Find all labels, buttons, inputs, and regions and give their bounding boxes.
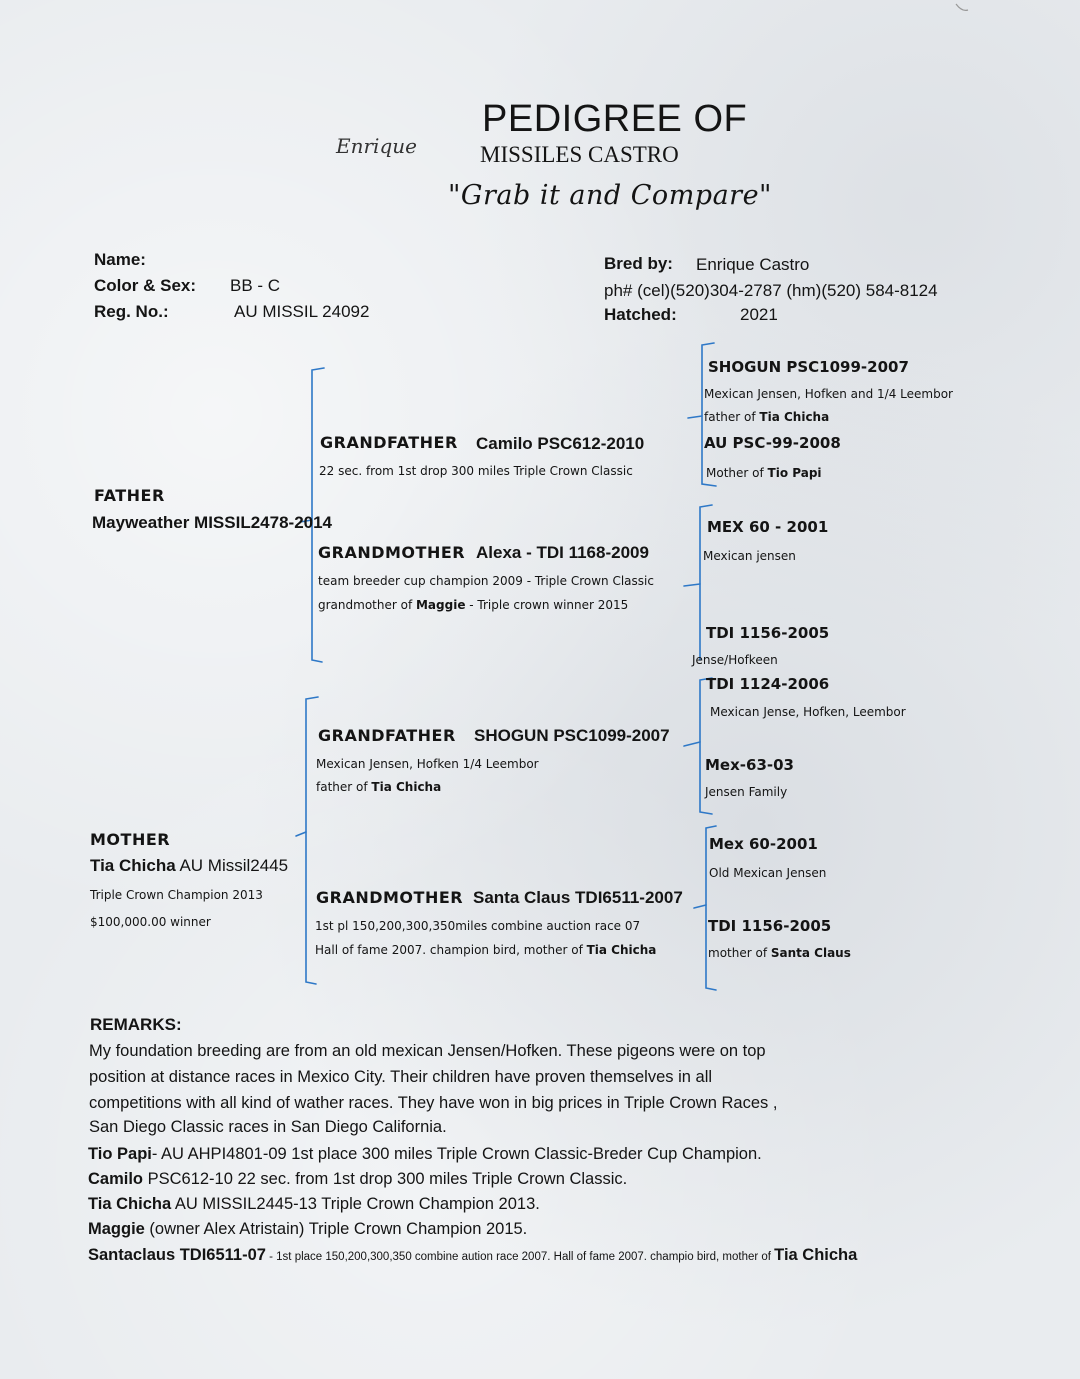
reg-label: Reg. No.: [94,302,169,321]
ggp-6-note: Jensen Family [705,785,788,799]
ggp-7-note: Old Mexican Jensen [709,866,827,880]
remark-tio-papi: Tio Papi- AU AHPI4801-09 1st place 300 miles Triple Crown Classic-Breder Cup Champion. [88,1145,762,1163]
color-sex-value: BB - C [230,276,281,295]
bred-by-label: Bred by: [604,254,673,273]
ggp-1-note-1: Mexican Jensen, Hofken and 1/4 Leembor [704,387,953,401]
hatched-value: 2021 [740,305,778,324]
ggp-3-note: Mexican jensen [703,549,796,563]
maternal-grandfather-note-2: father of Tia Chicha [316,780,442,794]
paternal-grandfather-role: GRANDFATHER [320,433,458,452]
paternal-grandfather-note: 22 sec. from 1st drop 300 miles Triple Crown Classic [319,464,633,478]
maternal-grandfather-note-1: Mexican Jensen, Hofken 1/4 Leembor [316,757,539,771]
maternal-grandfather-name: SHOGUN PSC1099-2007 [474,726,670,745]
remarks-line-3: competitions with all kind of wather races. They have won in big prices in Triple Crown Races , [89,1094,778,1112]
ggp-8-name: TDI 1156-2005 [708,917,832,935]
paternal-grandmother-note-1: team breeder cup champion 2009 - Triple Crown Classic [318,574,654,588]
mother-note-1: Triple Crown Champion 2013 [90,888,263,902]
remarks-line-4: San Diego Classic races in San Diego California. [89,1118,447,1136]
ggp-6-name: Mex-63-03 [705,756,794,774]
ggp-2-name: AU PSC-99-2008 [704,434,841,452]
mother-note-2: $100,000.00 winner [90,915,211,929]
ggp-5-note: Mexican Jense, Hofken, Leembor [710,705,906,719]
breeder-phone: ph# (cel)(520)304-2787 (hm)(520) 584-8124 [604,281,938,300]
name-label: Name: [94,250,146,269]
ggp-4-note: Jense/Hofkeen [692,653,778,667]
mother-name: Tia Chicha [90,856,176,875]
ggp-3-name: MEX 60 - 2001 [707,518,829,536]
maternal-grandmother-name: Santa Claus TDI6511-2007 [473,888,683,907]
bred-by-value: Enrique Castro [696,255,810,274]
ggp-2-note: Mother of Tio Papi [706,466,822,480]
ggp-8-note: mother of Santa Claus [708,946,851,960]
remarks-line-1: My foundation breeding are from an old mexican Jensen/Hofken. These pigeons were on top [89,1042,766,1060]
remark-camilo: Camilo PSC612-10 22 sec. from 1st drop 300 miles Triple Crown Classic. [88,1170,628,1188]
mother-band: AU Missil2445 [175,856,289,875]
ggp-4-name: TDI 1156-2005 [706,624,830,642]
ggp-1-note-2: father of Tia Chicha [704,410,830,424]
maternal-grandfather-role: GRANDFATHER [318,726,456,745]
paternal-grandmother-role: GRANDMOTHER [318,543,466,562]
remark-santaclaus: Santaclaus TDI6511-07 - 1st place 150,200,300,350 combine aution race 2007. Hall of fame 2007. champio bird, mother of Tia Chicha [88,1246,858,1264]
maternal-grandmother-role: GRANDMOTHER [316,888,464,907]
color-sex-label: Color & Sex: [94,276,197,295]
remark-tia-chicha: Tia Chicha AU MISSIL2445-13 Triple Crown Champion 2013. [88,1195,540,1213]
remarks-line-2: position at distance races in Mexico City. Their children have proven themselves in all [89,1068,713,1086]
father-name: Mayweather MISSIL2478-2014 [92,513,333,532]
paternal-grandfather-name: Camilo PSC612-2010 [476,434,645,453]
paternal-grandmother-name: Alexa - TDI 1168-2009 [476,543,649,562]
hatched-label: Hatched: [604,305,677,324]
ggp-7-name: Mex 60-2001 [709,835,818,853]
mother-name-line [90,856,288,876]
handwritten-first-name: Enrique [336,134,417,158]
slogan: "Grab it and Compare" [448,180,772,211]
maternal-grandmother-note-1: 1st pl 150,200,300,350miles combine auction race 07 [315,919,641,933]
remark-maggie: Maggie (owner Alex Atristain) Triple Crown Champion 2015. [88,1220,528,1238]
paternal-grandmother-note-2: grandmother of Maggie - Triple crown winner 2015 [318,598,629,612]
mother-role-label: MOTHER [90,830,171,849]
page-title: PEDIGREE OF [482,98,748,140]
father-role-label: FATHER [94,486,165,505]
remarks-label: REMARKS: [90,1015,182,1034]
reg-value: AU MISSIL 24092 [234,302,370,321]
ggp-1-name: SHOGUN PSC1099-2007 [708,358,909,376]
owner-name: MISSILES CASTRO [480,142,679,167]
ggp-5-name: TDI 1124-2006 [706,675,830,693]
maternal-grandmother-note-2: Hall of fame 2007. champion bird, mother of Tia Chicha [315,943,657,957]
